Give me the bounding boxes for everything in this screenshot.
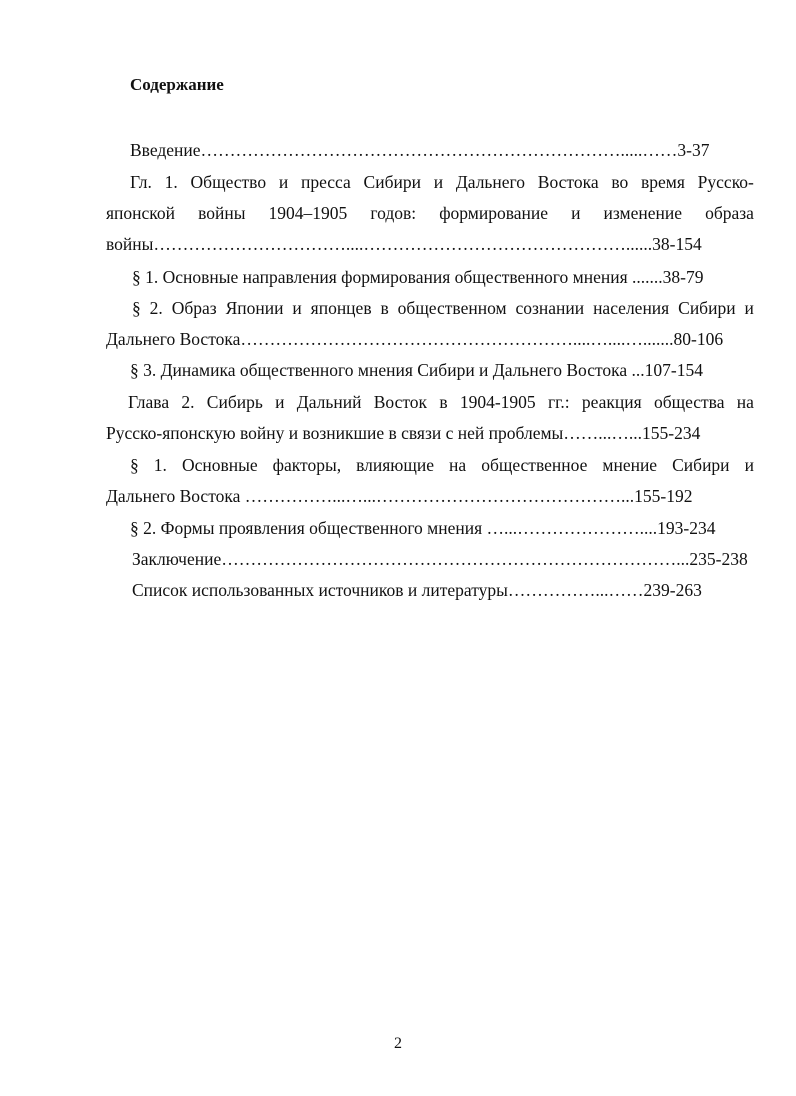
toc-word: Востока: [537, 172, 599, 192]
toc-word: в: [380, 298, 389, 318]
toc-word: годов:: [370, 203, 417, 223]
toc-word: общественном: [397, 298, 507, 318]
toc-word: общественное: [481, 455, 588, 475]
toc-word: общества: [653, 392, 725, 412]
toc-word: факторы,: [272, 455, 342, 475]
toc-word: Дальнего: [455, 172, 526, 192]
toc-word: на: [449, 455, 467, 475]
toc-word: и: [292, 298, 302, 318]
toc-word: Сибири: [672, 455, 730, 475]
toc-word: Русско-: [697, 172, 754, 192]
toc-entry-chapter-2-line-2: Русско-японскую войну и возникшие в связи с ней проблемы……...…...155-234: [106, 423, 701, 443]
toc-word: Глава: [128, 392, 170, 412]
toc-heading: Содержание: [130, 75, 224, 94]
toc-word: войны: [198, 203, 246, 223]
toc-word: реакция: [581, 392, 642, 412]
toc-entry-chapter-1-line-1: [130, 170, 754, 194]
toc-entry-conclusion: Заключение……………………………………………………………………...235-238: [132, 549, 748, 569]
toc-word: 2.: [181, 392, 195, 412]
toc-entry-section-2-1-line-1: [130, 453, 754, 477]
toc-word: 1904–1905: [268, 203, 348, 223]
toc-word: Гл.: [130, 172, 152, 192]
toc-word: Общество: [190, 172, 267, 192]
toc-word: образа: [705, 203, 754, 223]
toc-word: влияющие: [356, 455, 434, 475]
toc-word: 2.: [149, 298, 163, 318]
toc-word: японской: [106, 203, 176, 223]
toc-entry-section-2-2: § 2. Формы проявления общественного мнения …...…………………....193-234: [130, 518, 716, 538]
toc-word: 1904-1905: [459, 392, 536, 412]
toc-word: во: [611, 172, 629, 192]
toc-word: Восток: [373, 392, 428, 412]
toc-word: 1.: [153, 455, 167, 475]
toc-entry-chapter-2-line-1: [128, 390, 754, 414]
toc-word: на: [736, 392, 754, 412]
toc-word: в: [439, 392, 448, 412]
toc-word: время: [641, 172, 685, 192]
toc-word: Сибирь: [206, 392, 263, 412]
toc-entry-section-1-1: § 1. Основные направления формирования общественного мнения .......38-79: [132, 267, 704, 287]
toc-word: и: [744, 298, 754, 318]
toc-word: Сибири: [363, 172, 421, 192]
toc-entry-chapter-1-line-2: [106, 201, 754, 225]
toc-entry-section-1-2-line-1: [132, 296, 754, 320]
toc-entry-section-1-3: § 3. Динамика общественного мнения Сибири и Дальнего Востока ...107-154: [130, 360, 703, 380]
toc-entry-section-2-1-line-2: Дальнего Востока ……………...…...……………………………………...155-192: [106, 486, 693, 506]
toc-word: японцев: [310, 298, 372, 318]
toc-word: Образ: [171, 298, 217, 318]
toc-word: пресса: [300, 172, 351, 192]
toc-word: §: [132, 298, 141, 318]
toc-word: Сибири: [678, 298, 736, 318]
page-number: 2: [394, 1035, 402, 1052]
toc-word: сознании: [515, 298, 585, 318]
toc-word: гг.:: [547, 392, 570, 412]
toc-entry-section-1-2-line-2: Дальнего Востока…………………………………………………....…....….......80-106: [106, 329, 724, 349]
toc-word: изменение: [603, 203, 683, 223]
toc-entry-sources: Список использованных источников и литературы……………...……239-263: [132, 580, 702, 600]
toc-word: Японии: [225, 298, 284, 318]
toc-word: и: [433, 172, 444, 192]
toc-word: и: [571, 203, 581, 223]
toc-entry-chapter-1-line-3: войны……………………………....………………………………………......38-154: [106, 234, 702, 254]
toc-entry-intro: Введение……………………………………………………………….....……3-37: [130, 140, 710, 160]
toc-word: населения: [593, 298, 670, 318]
toc-word: и: [744, 455, 754, 475]
toc-word: Основные: [181, 455, 258, 475]
toc-word: и: [275, 392, 285, 412]
toc-word: §: [130, 455, 139, 475]
toc-word: 1.: [164, 172, 178, 192]
toc-word: мнение: [602, 455, 658, 475]
toc-word: Дальний: [296, 392, 362, 412]
toc-word: и: [278, 172, 289, 192]
toc-word: формирование: [439, 203, 549, 223]
